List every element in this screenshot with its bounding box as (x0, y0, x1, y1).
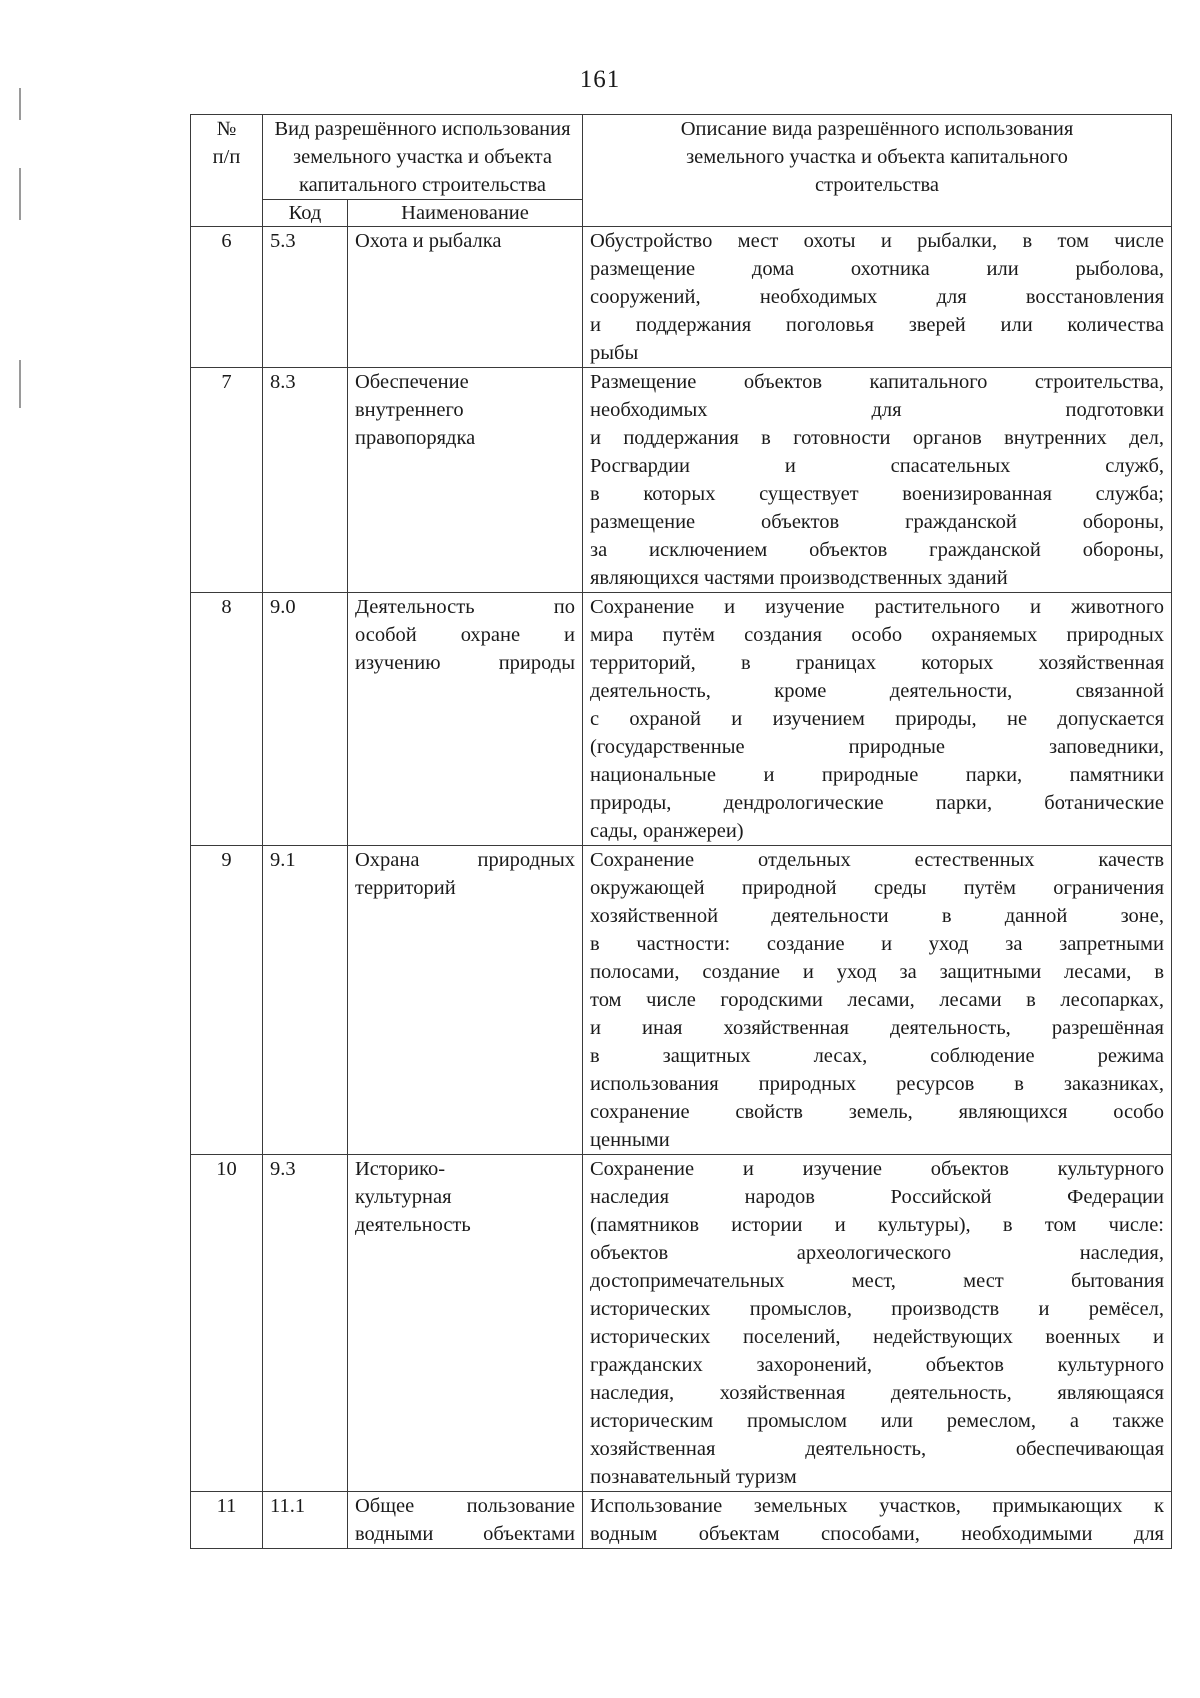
row-description-line: Размещение объектов капитального строительства, (590, 371, 1164, 393)
header-number: № п/п (191, 115, 263, 227)
row-number: 8 (191, 593, 263, 846)
table-row (191, 368, 1172, 593)
row-name-line: Деятельность по (355, 596, 575, 618)
row-description-line: Росгвардии и спасательных служб, (590, 455, 1164, 477)
row-name-line: особой охране и (355, 624, 575, 646)
row-name-line: водными объектами (355, 1523, 575, 1545)
row-name-line: Общее пользование (355, 1495, 575, 1517)
row-description (583, 368, 1172, 593)
row-description (583, 593, 1172, 846)
row-name-line: Обеспечение (355, 371, 469, 393)
row-description (583, 1492, 1172, 1549)
row-description-line: исторических поселений, недействующих военных и (590, 1326, 1164, 1348)
row-description-line: и поддержания в готовности органов внутренних дел, (590, 427, 1164, 449)
row-description-line: полосами, создание и уход за защитными лесами, в (590, 961, 1164, 983)
row-description (583, 227, 1172, 368)
row-description-line: сооружений, необходимых для восстановления (590, 286, 1164, 308)
row-name-line: территорий (355, 877, 456, 899)
row-code: 11.1 (263, 1492, 348, 1549)
row-name (348, 368, 583, 593)
row-description-line: являющихся частями производственных зданий (590, 567, 1008, 589)
row-description-line: природы, дендрологические парки, ботанические (590, 792, 1164, 814)
row-name (348, 227, 583, 368)
row-description-line: исторических промыслов, производств и ремёсел, (590, 1298, 1164, 1320)
row-description-line: гражданских захоронений, объектов культурного (590, 1354, 1164, 1376)
row-description-line: Использование земельных участков, примыкающих к (590, 1495, 1164, 1517)
row-number: 11 (191, 1492, 263, 1549)
row-description-line: водным объектам способами, необходимыми для (590, 1523, 1164, 1545)
row-number: 9 (191, 846, 263, 1155)
row-description-line: и поддержания поголовья зверей или количества (590, 314, 1164, 336)
row-description-line: (государственные природные заповедники, (590, 736, 1164, 758)
page-number: 161 (579, 66, 621, 93)
table-body (191, 227, 1172, 1549)
header-code: Код (263, 200, 348, 227)
row-description-line: (памятников истории и культуры), в том числе: (590, 1214, 1164, 1236)
row-description-line: Обустройство мест охоты и рыбалки, в том числе (590, 230, 1164, 252)
row-code: 9.3 (263, 1155, 348, 1492)
row-name-line: деятельность (355, 1214, 471, 1236)
table-row (191, 227, 1172, 368)
table-row (191, 1155, 1172, 1492)
row-description-line: Сохранение отдельных естественных качеств (590, 849, 1164, 871)
row-code: 9.0 (263, 593, 348, 846)
row-description-line: в защитных лесах, соблюдение режима (590, 1045, 1164, 1067)
row-description-line: сохранение свойств земель, являющихся особо (590, 1101, 1164, 1123)
row-description-line: размещение дома охотника или рыболова, (590, 258, 1164, 280)
row-name-line: правопорядка (355, 427, 476, 449)
row-name-line: Охота и рыбалка (355, 230, 502, 252)
row-description-line: объектов археологического наследия, (590, 1242, 1164, 1264)
row-code: 8.3 (263, 368, 348, 593)
row-name-line: Историко- (355, 1158, 446, 1180)
header-kind: Вид разрешённого использования земельного участка и объекта капитального строительства (263, 115, 583, 200)
row-description-line: национальные и природные парки, памятники (590, 764, 1164, 786)
row-name (348, 593, 583, 846)
row-description-line: историческим промыслом или ремеслом, а также (590, 1410, 1164, 1432)
row-description (583, 1155, 1172, 1492)
row-description-line: достопримечательных мест, мест бытования (590, 1270, 1164, 1292)
row-name-line: культурная (355, 1186, 452, 1208)
row-name (348, 846, 583, 1155)
row-description-line: размещение объектов гражданской обороны, (590, 511, 1164, 533)
row-description-line: наследия, хозяйственная деятельность, являющаяся (590, 1382, 1164, 1404)
table-row (191, 846, 1172, 1155)
table-row (191, 593, 1172, 846)
row-name (348, 1155, 583, 1492)
row-description-line: окружающей природной среды путём ограничения (590, 877, 1164, 899)
row-description-line: за исключением объектов гражданской обороны, (590, 539, 1164, 561)
row-description-line: Сохранение и изучение объектов культурного (590, 1158, 1164, 1180)
table-row (191, 1492, 1172, 1549)
row-description-line: использования природных ресурсов в заказниках, (590, 1073, 1164, 1095)
row-description-line: хозяйственная деятельность, обеспечивающая (590, 1438, 1164, 1460)
row-description-line: в которых существует военизированная служба; (590, 483, 1164, 505)
table-header-row (191, 115, 1172, 200)
row-description (583, 846, 1172, 1155)
row-description-line: с охраной и изучением природы, не допускается (590, 708, 1164, 730)
row-description-line: сады, оранжереи) (590, 820, 744, 842)
row-name (348, 1492, 583, 1549)
row-description-line: мира путём создания особо охраняемых природных (590, 624, 1164, 646)
row-description-line: том числе городскими лесами, лесами в лесопарках, (590, 989, 1164, 1011)
row-name-line: изучению природы (355, 652, 575, 674)
row-description-line: хозяйственной деятельности в данной зоне, (590, 905, 1164, 927)
row-description-line: деятельность, кроме деятельности, связанной (590, 680, 1164, 702)
row-description-line: и иная хозяйственная деятельность, разрешённая (590, 1017, 1164, 1039)
row-description-line: необходимых для подготовки (590, 399, 1164, 421)
row-description-line: рыбы (590, 342, 639, 364)
row-number: 7 (191, 368, 263, 593)
row-description-line: в частности: создание и уход за запретными (590, 933, 1164, 955)
row-code: 9.1 (263, 846, 348, 1155)
row-name-line: внутреннего (355, 399, 464, 421)
row-number: 10 (191, 1155, 263, 1492)
row-name-line: Охрана природных (355, 849, 575, 871)
row-code: 5.3 (263, 227, 348, 368)
land-use-table (190, 114, 1172, 1549)
row-description-line: наследия народов Российской Федерации (590, 1186, 1164, 1208)
row-number: 6 (191, 227, 263, 368)
header-name: Наименование (348, 200, 583, 227)
row-description-line: территорий, в границах которых хозяйственная (590, 652, 1164, 674)
row-description-line: познавательный туризм (590, 1466, 797, 1488)
row-description-line: Сохранение и изучение растительного и животного (590, 596, 1164, 618)
row-description-line: ценными (590, 1129, 670, 1151)
header-description: Описание вида разрешённого использования земельного участка и объекта капитального строительства (583, 115, 1172, 227)
